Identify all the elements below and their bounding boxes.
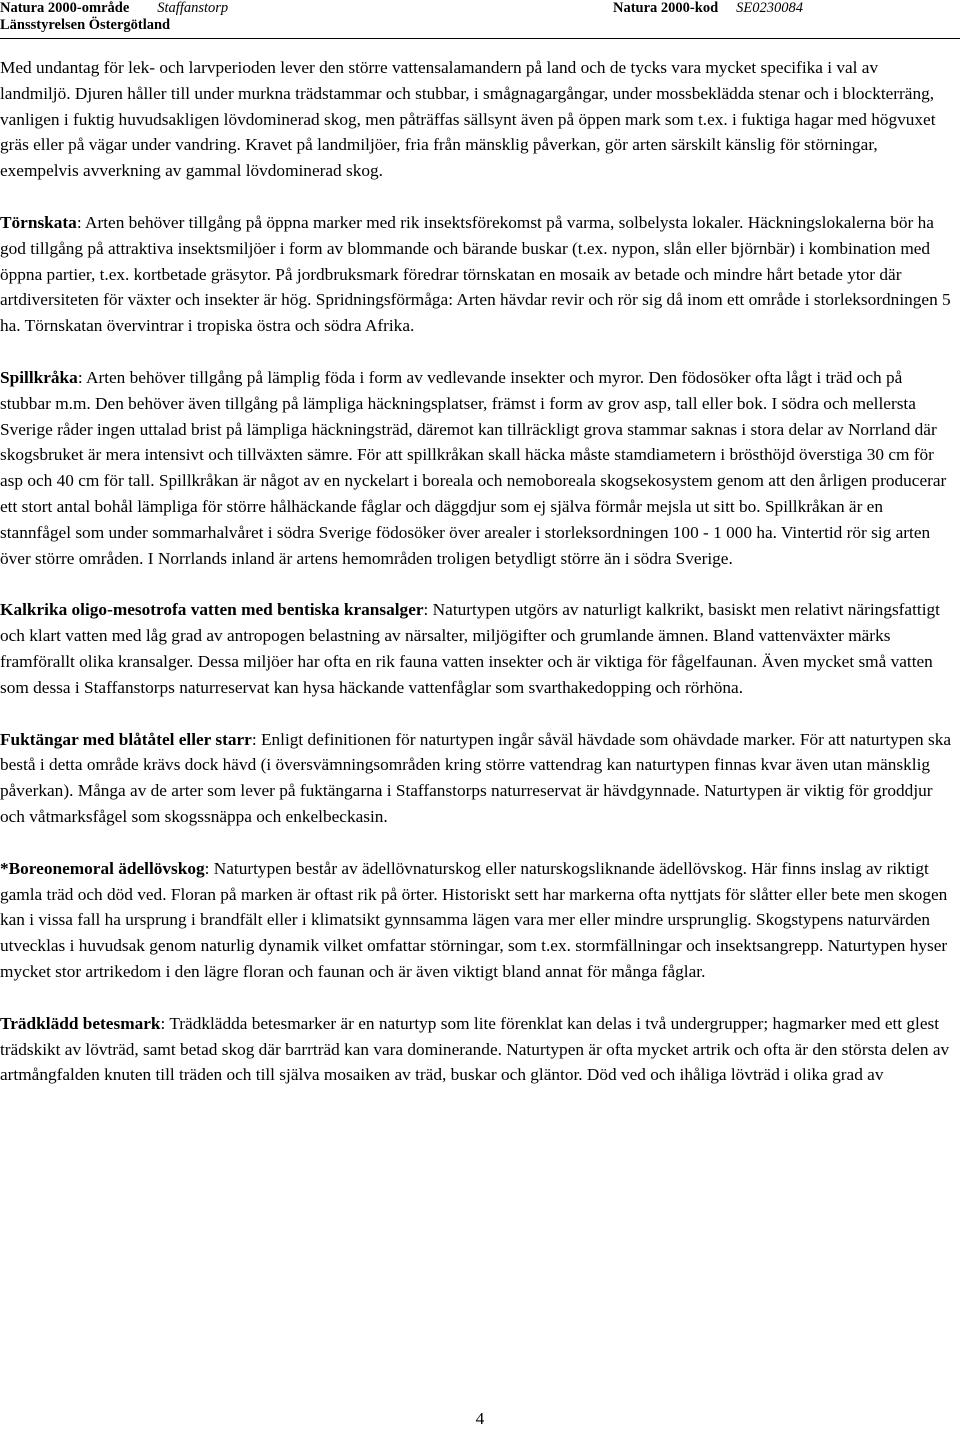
paragraph-salamander: [0, 55, 952, 184]
page-header: [0, 0, 960, 40]
natura-code-label: Natura 2000-kod: [613, 0, 719, 16]
paragraph-text: : Trädklädda betesmarker är en naturtyp som lite förenklat kan delas i två undergrupper; hagmarker med ett glest trädskikt av lövträd, samt betad skog där barrträd kan vara dominerande. Naturtypen är ofta mycket artrik och ofta är den största delen av artmångfalden knuten till träden och till själva mosaiken av träd, buskar och gläntor. Död ved och ihåliga lövträd i olika grad av: [0, 1013, 950, 1085]
paragraph-text: : Enligt definitionen för naturtypen ingår såväl hävdade som ohävdade marker. För att naturtypen ska bestå i detta område krävs dock hävd (i översvämningsområden kring större vattendrag kan naturtypen finnas kvar även utan mänsklig påverkan). Många av de arter som lever på fuktängarna i Staffanstorps naturreservat är hävdgynnade. Naturtypen är viktig för groddjur och våtmarksfågel som skogssnäppa och enkelbeckasin.: [0, 729, 952, 826]
header-divider: [0, 38, 960, 39]
county-board-label: Länsstyrelsen Östergötland: [0, 17, 171, 33]
paragraph-term: Spillkråka: [0, 367, 78, 387]
natura-code-value: SE0230084: [736, 0, 803, 16]
paragraph-term: *Boreonemoral ädellövskog: [0, 858, 205, 878]
paragraph-text: : Naturtypen utgörs av naturligt kalkrikt, basiskt men relativt näringsfattigt och klart vatten med låg grad av antropogen belastning av närsalter, miljögifter och grumlande ämnen. Bland vattenväxter märks framförallt olika kransalger. Dessa miljöer har ofta en rik fauna vatten insekter och är viktiga för fågelfaunan. Även mycket små vatten som dessa i Staffanstorps naturreservat kan hysa häckande vattenfåglar som svarthakedopping och rörhöna.: [0, 600, 940, 697]
paragraph-text: : Arten behöver tillgång på lämplig föda i form av vedlevande insekter och myror. Den födosöker ofta lågt i träd och på stubbar m.m. Den behöver även tillgång på lämpliga häckningsplatser, främst i form av grov asp, tall eller bok. I södra och mellersta Sverige råder ingen uttalad brist på lämpliga häckningsträd, däremot kan tillräckligt grova stammar saknas i stora delar av Norrland där skogsbruket är mera intensivt och tillväxten sämre. För att spillkråkan skall häcka måste stamdiametern i brösthöjd överstiga 30 cm för asp och 40 cm för tall. Spillkråkan är något av en nyckelart i boreala och nemoboreala skogsekosystem genom att den årligen producerar ett stort antal bohål lämpliga för större hålhäckande fåglar och däggdjur som ej själva förmår mejsla ut sitt bo. Spillkråkan är en stannfågel som under sommarhalvåret i södra Sverige födosöker över arealer i storleksordningen 100 - 1 000 ha. Vintertid rör sig arten över större områden. I Norrlands inland är artens hemområden troligen betydligt större än i södra Sverige.: [0, 367, 947, 568]
paragraph-text: Med undantag för lek- och larvperioden lever den större vattensalamandern på land och de tycks vara mycket specifika i val av landmiljö. Djuren håller till under murkna trädstammar och stubbar, i smågnagargångar, under mossbeklädda stenar och i blockterräng, vanligen i fuktig huvudsakligen lövdominerad skog, men påträffas sällsynt även på öppen mark som t.ex. i fuktiga hagar med högvuxet gräs eller på vägar under vandring. Kravet på landmiljöer, fria från mänsklig påverkan, gör arten särskilt känslig för störningar, exempelvis avverkning av gammal lövdominerad skog.: [0, 58, 936, 181]
page-number: 4: [475, 1409, 485, 1428]
paragraph-tradkladd-betesmark: [0, 1011, 952, 1088]
paragraph-spillkraka: [0, 365, 952, 571]
paragraph-text: : Naturtypen består av ädellövnaturskog eller naturskogsliknande ädellövskog. Här finns inslag av riktigt gamla träd och död ved. Floran på marken är oftast rik på örter. Historiskt sett har markerna ofta nyttjats för slåtter eller bete men skogen kan i vissa fall ha ursprung i brandfält eller i klimatsikt gynnsamma lägen vara mer eller mindre ursprunglig. Skogstypens naturvärden utvecklas i huvudsak genom naturlig dynamik vilket omfattar störningar, som t.ex. stormfällningar och insektsangrepp. Naturtypen hyser mycket stor artrikedom i den lägre floran och faunan och är även viktigt bland annat för många fåglar.: [0, 858, 948, 981]
header-right: [613, 0, 803, 17]
paragraph-term: Kalkrika oligo-mesotrofa vatten med bentiska kransalger: [0, 600, 424, 620]
natura-area-label: Natura 2000-område: [0, 0, 130, 16]
natura-area-value: Staffanstorp: [157, 0, 229, 16]
paragraph-text: : Arten behöver tillgång på öppna marker med rik insektsförekomst på varma, solbelysta lokaler. Häckningslokalerna bör ha god tillgång på attraktiva insektsmiljöer i form av blommande och bärande buskar (t.ex. nypon, slån eller björnbär) i kombination med öppna partier, t.ex. kortbetade gräsytor. På jordbruksmark föredrar törnskatan en mosaik av betade och mindre hårt betade ytor där artdiversiteten för växter och insekter är hög. Spridningsförmåga: Arten hävdar revir och rör sig då inom ett område i storleksordningen 5 ha. Törnskatan övervintrar i tropiska östra och södra Afrika.: [0, 212, 951, 336]
paragraph-term: Fuktängar med blåtåtel eller starr: [0, 729, 252, 749]
paragraph-kalkrika-vatten: [0, 597, 952, 700]
document-body: [0, 55, 952, 1114]
paragraph-term: Törnskata: [0, 212, 77, 232]
header-left: [0, 0, 228, 34]
paragraph-adellovskog: [0, 856, 952, 985]
paragraph-fuktangar: [0, 727, 952, 830]
paragraph-term: Trädklädd betesmark: [0, 1013, 161, 1033]
paragraph-tornskata: [0, 210, 952, 339]
